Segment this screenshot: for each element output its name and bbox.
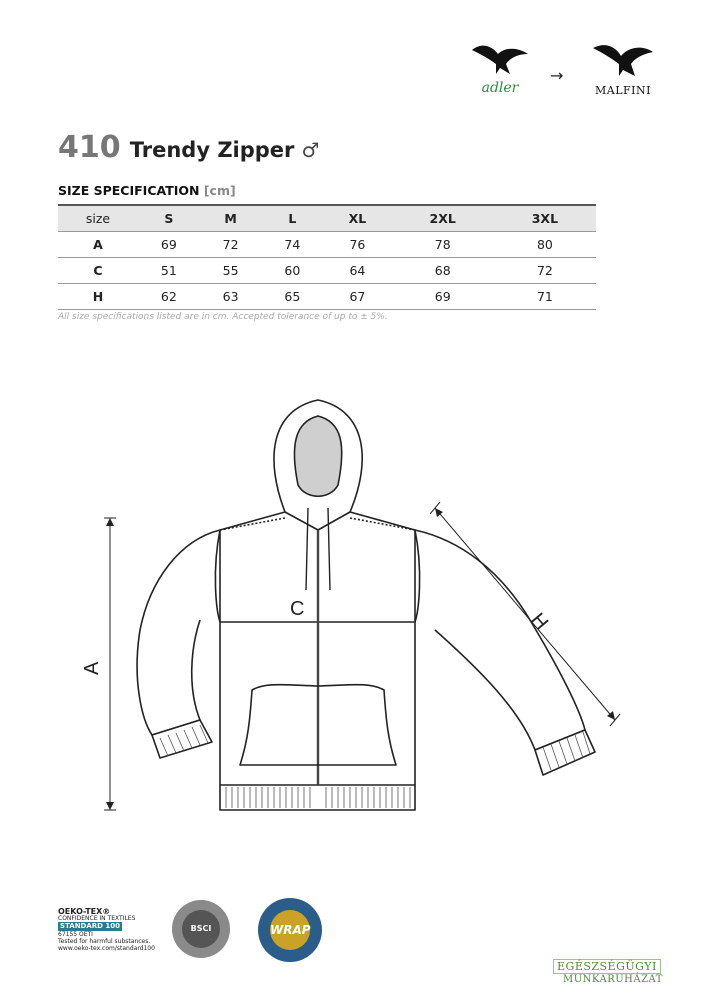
table-cell: 62 <box>138 284 200 310</box>
column-header: 3XL <box>494 205 596 232</box>
tolerance-note: All size specifications listed are in cm. Accepted tolerance of up to ± 5%. <box>58 312 388 322</box>
oeko-url: www.oeko-tex.com/standard100 <box>58 945 155 952</box>
product-code: 410 <box>58 130 121 165</box>
oeko-tested: Tested for harmful substances. <box>58 938 151 945</box>
adler-logo <box>460 40 540 96</box>
column-header: XL <box>323 205 391 232</box>
row-label: C <box>58 258 138 284</box>
left-sleeve <box>137 530 220 735</box>
drawstring-left <box>306 508 308 590</box>
eagle-icon <box>470 40 530 78</box>
egesz-line1: EGÉSZSÉGÜGYI <box>553 959 661 974</box>
table-row <box>58 232 596 258</box>
adler-wordmark: adler <box>481 80 519 96</box>
spec-heading-text: SIZE SPECIFICATION <box>58 183 200 198</box>
spec-heading-unit: [cm] <box>203 183 236 198</box>
brand-logos <box>460 40 690 110</box>
wrap-badge <box>258 898 322 962</box>
label-c: C <box>290 598 305 620</box>
product-title <box>58 130 319 165</box>
column-header: M <box>200 205 262 232</box>
column-header: L <box>262 205 324 232</box>
wrap-text: WRAP <box>270 910 310 950</box>
table-header-row <box>58 205 596 232</box>
table-cell: 68 <box>392 258 494 284</box>
table-cell: 78 <box>392 232 494 258</box>
right-sleeve <box>415 530 585 750</box>
table-cell: 72 <box>200 232 262 258</box>
column-header: S <box>138 205 200 232</box>
column-header: 2XL <box>392 205 494 232</box>
egeszsegugyi-logo <box>535 955 695 985</box>
row-label: H <box>58 284 138 310</box>
table-cell: 72 <box>494 258 596 284</box>
hood-lining <box>294 416 341 496</box>
table-cell: 71 <box>494 284 596 310</box>
table-cell: 63 <box>200 284 262 310</box>
drawstring-right <box>328 508 330 590</box>
oeko-code: 67155 OETI <box>58 931 93 938</box>
table-cell: 60 <box>262 258 324 284</box>
table-cell: 65 <box>262 284 324 310</box>
table-cell: 80 <box>494 232 596 258</box>
table-cell: 55 <box>200 258 262 284</box>
product-name: Trendy Zipper <box>129 138 295 162</box>
male-icon: ♂ <box>301 138 320 162</box>
arrow-right-icon: → <box>550 66 564 85</box>
egesz-line2: MUNKARUHÁZAT <box>563 974 663 985</box>
left-cuff <box>152 720 212 758</box>
size-table <box>58 204 596 310</box>
oeko-title: OEKO-TEX® <box>58 907 111 916</box>
bsci-badge <box>172 900 230 958</box>
table-cell: 67 <box>323 284 391 310</box>
eagle-icon <box>591 40 655 80</box>
hoodie-diagram <box>80 390 640 860</box>
table-row <box>58 258 596 284</box>
column-header: size <box>58 205 138 232</box>
table-cell: 74 <box>262 232 324 258</box>
label-a: A <box>81 661 103 675</box>
right-cuff <box>535 730 595 775</box>
table-cell: 76 <box>323 232 391 258</box>
bsci-text: BSCI <box>182 910 220 948</box>
oeko-sub: CONFIDENCE IN TEXTILES <box>58 915 136 922</box>
table-cell: 69 <box>138 232 200 258</box>
table-cell: 64 <box>323 258 391 284</box>
spec-heading <box>58 183 236 198</box>
row-label: A <box>58 232 138 258</box>
table-row <box>58 284 596 310</box>
table-cell: 51 <box>138 258 200 284</box>
oeko-standard: STANDARD 100 <box>60 922 121 930</box>
oeko-tex-label <box>58 908 158 952</box>
table-cell: 69 <box>392 284 494 310</box>
malfini-wordmark: MALFINI <box>595 84 651 97</box>
malfini-logo <box>578 40 668 97</box>
label-h: H <box>526 609 553 635</box>
